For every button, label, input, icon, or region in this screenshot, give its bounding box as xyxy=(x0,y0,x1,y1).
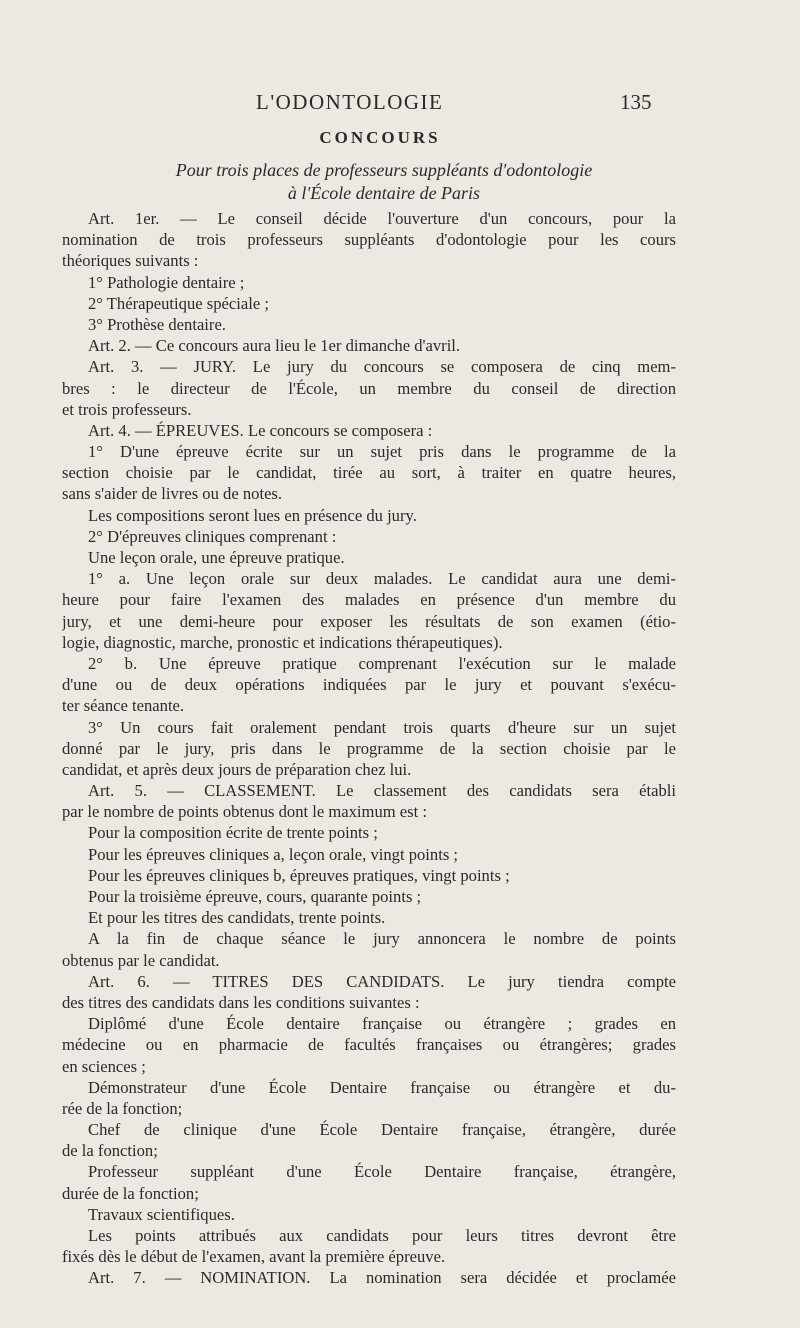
text-line: théoriques suivants : xyxy=(62,251,199,271)
text-line: 2° b. Une épreuve pratique comprenant l'exécution sur le malade xyxy=(88,653,676,673)
text-line: Diplômé d'une École dentaire française ou étrangère ; grades en xyxy=(88,1014,676,1034)
text-line: Art. 1er. — Le conseil décide l'ouverture d'un concours, pour la xyxy=(88,209,676,228)
text-line: logie, diagnostic, marche, pronostic et indications thérapeutiques). xyxy=(62,632,503,652)
text-line: donné par le jury, pris dans le programme de la section choisie par le xyxy=(62,738,676,758)
page-number: 135 xyxy=(620,90,652,114)
text-line: Art. 3. — JURY. Le jury du concours se composera de cinq mem- xyxy=(88,357,676,377)
text-line: Pour les épreuves cliniques b, épreuves pratiques, vingt points ; xyxy=(88,865,510,885)
text-line: Pour les épreuves cliniques a, leçon orale, vingt points ; xyxy=(88,844,459,864)
text-line: Art. 5. — CLASSEMENT. Le classement des candidats sera établi xyxy=(88,781,676,801)
text-line: 3° Prothèse dentaire. xyxy=(88,314,226,334)
section-title: CONCOURS xyxy=(319,128,441,147)
text-line: bres : le directeur de l'École, un membre du conseil de direction xyxy=(62,378,676,398)
body-text xyxy=(62,208,676,1289)
text-line: Professeur suppléant d'une École Dentaire française, étrangère, xyxy=(88,1162,676,1182)
text-line: d'une ou de deux opérations indiquées par le jury et pouvant s'exécu- xyxy=(62,675,676,695)
text-line: heure pour faire l'examen des malades en présence d'un membre du xyxy=(62,590,676,610)
text-line: jury, et une demi-heure pour exposer les résultats de son examen (étio- xyxy=(62,611,676,631)
text-line: 2° D'épreuves cliniques comprenant : xyxy=(88,526,337,546)
section-subtitle-line-1: Pour trois places de professeurs suppléants d'odontologie xyxy=(175,160,593,180)
text-line: sans s'aider de livres ou de notes. xyxy=(62,484,283,504)
text-line: Art. 2. — Ce concours aura lieu le 1er dimanche d'avril. xyxy=(88,336,461,356)
text-line: de la fonction; xyxy=(62,1141,158,1161)
text-line: 1° a. Une leçon orale sur deux malades. Le candidat aura une demi- xyxy=(88,569,676,589)
text-line: médecine ou en pharmacie de facultés françaises ou étrangères; grades xyxy=(62,1035,676,1055)
text-line: ter séance tenante. xyxy=(62,696,185,716)
text-line: par le nombre de points obtenus dont le maximum est : xyxy=(62,802,427,822)
text-line: Démonstrateur d'une École Dentaire française ou étrangère et du- xyxy=(88,1077,676,1097)
text-line: 1° D'une épreuve écrite sur un sujet pris dans le programme de la xyxy=(88,442,676,462)
running-title: L'ODONTOLOGIE xyxy=(256,90,444,114)
section-subtitle-line-2: à l'École dentaire de Paris xyxy=(287,183,481,203)
text-line: Pour la composition écrite de trente points ; xyxy=(88,823,378,843)
text-line: candidat, et après deux jours de préparation chez lui. xyxy=(62,759,412,779)
text-line: Pour la troisième épreuve, cours, quarante points ; xyxy=(88,887,422,906)
text-line: A la fin de chaque séance le jury annoncera le nombre de points xyxy=(88,929,676,949)
text-line: section choisie par le candidat, tirée au sort, à traiter en quatre heures, xyxy=(62,463,676,483)
text-line: Art. 6. — TITRES DES CANDIDATS. Le jury tiendra compte xyxy=(88,971,676,991)
text-line: Les compositions seront lues en présence du jury. xyxy=(88,505,417,525)
text-line: Travaux scientifiques. xyxy=(88,1204,235,1224)
text-line: Et pour les titres des candidats, trente points. xyxy=(88,908,386,928)
text-line: durée de la fonction; xyxy=(62,1183,199,1203)
text-line: et trois professeurs. xyxy=(62,399,192,419)
text-line: nomination de trois professeurs suppléants d'odontologie pour les cours xyxy=(62,230,676,250)
text-line: des titres des candidats dans les conditions suivantes : xyxy=(62,992,420,1012)
text-line: Art. 7. — NOMINATION. La nomination sera décidée et proclamée xyxy=(88,1268,676,1288)
text-line: Les points attribués aux candidats pour leurs titres devront être xyxy=(88,1226,676,1245)
text-line: 2° Thérapeutique spéciale ; xyxy=(88,293,269,313)
text-line: 3° Un cours fait oralement pendant trois quarts d'heure sur un sujet xyxy=(88,717,676,737)
text-line: en sciences ; xyxy=(62,1056,146,1076)
text-line: Une leçon orale, une épreuve pratique. xyxy=(88,548,345,567)
text-line: fixés dès le début de l'examen, avant la première épreuve. xyxy=(62,1247,446,1267)
text-line: Chef de clinique d'une École Dentaire française, étrangère, durée xyxy=(88,1120,676,1140)
text-line: rée de la fonction; xyxy=(62,1098,183,1118)
text-line: 1° Pathologie dentaire ; xyxy=(88,272,245,292)
text-line: Art. 4. — ÉPREUVES. Le concours se composera : xyxy=(88,420,433,440)
text-line: obtenus par le candidat. xyxy=(62,950,220,970)
